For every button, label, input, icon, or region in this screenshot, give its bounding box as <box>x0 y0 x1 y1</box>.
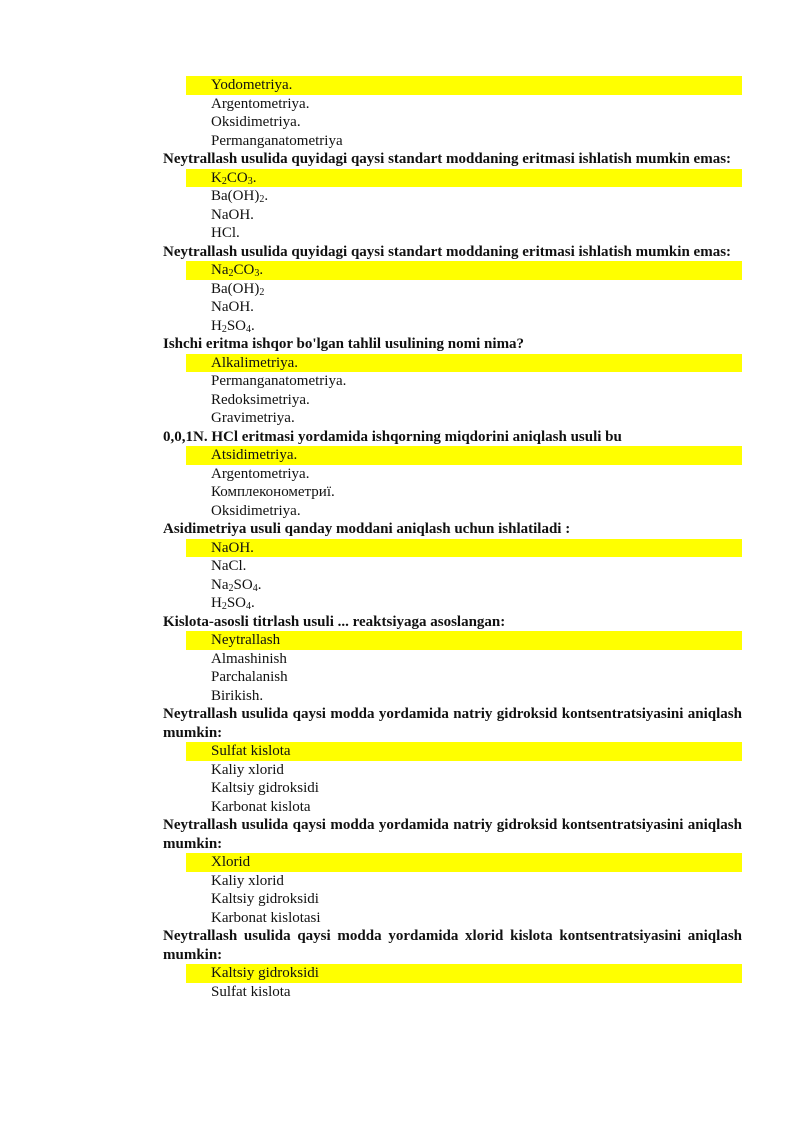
answer-option: $Na_2SO_4$. <box>211 576 262 594</box>
answer-option: Kaltsiy gidroksidi <box>211 780 319 796</box>
answer-option-correct: NaOH. <box>163 539 742 558</box>
answer-option-correct: $Na_2CO_3$. <box>163 261 742 280</box>
answer-option: Argentometriya. <box>211 465 310 482</box>
answer-option: Kaliy xlorid <box>211 872 284 889</box>
answer-option-correct: Alkalimetriya. <box>163 354 742 373</box>
answer-option: Permanganatometriya. <box>211 373 347 389</box>
question-text: Asidimetriya usuli qanday moddani aniqlash uchun ishlatiladi : <box>163 521 571 537</box>
answer-option: NaOH. <box>211 206 254 223</box>
answer-option: Gravimetriya. <box>211 410 295 426</box>
answer-option: Almashinish <box>211 650 287 667</box>
question-block <box>163 335 742 428</box>
question-text: Neytrallash usulida qaysi modda yordamida natriy gidroksid kontsentratsiyasini aniqlash mumkin: <box>163 706 742 741</box>
question-block <box>163 243 742 336</box>
question-text: 0,0,1N. HCl eritmasi yordamida ishqorning miqdorini aniqlash usuli bu <box>163 428 622 445</box>
document-body <box>163 76 742 1001</box>
answer-option: Kaliy xlorid <box>211 761 284 778</box>
answer-option: Parchalanish <box>211 669 288 685</box>
answer-option: Karbonat kislotasi <box>211 909 321 926</box>
question-block <box>163 150 742 243</box>
answer-option: Kaltsiy gidroksidi <box>211 891 319 907</box>
answer-option-correct: $K_2CO_3$. <box>163 169 742 188</box>
answer-option: Oksidimetriya. <box>211 114 301 130</box>
question-block <box>163 76 742 150</box>
answer-option: Oksidimetriya. <box>211 502 301 519</box>
answer-option-correct: Xlorid <box>163 853 742 872</box>
question-text: Neytrallash usulida quyidagi qaysi standart moddaning eritmasi ishlatish mumkin emas: <box>163 243 732 260</box>
question-text: Kislota-asosli titrlash usuli ... reaktsiyaga asoslangan: <box>163 613 506 630</box>
answer-option: Sulfat kislota <box>211 983 291 1000</box>
answer-option: $H_2SO_4$. <box>211 595 255 612</box>
answer-option: HCl. <box>211 225 240 241</box>
answer-option: Комплеконометриї. <box>211 484 335 500</box>
answer-option: $H_2SO_4$. <box>211 317 255 335</box>
answer-option: NaCl. <box>211 558 247 574</box>
question-text: Neytrallash usulida qaysi modda yordamida natriy gidroksid kontsentratsiyasini aniqlash mumkin: <box>163 817 742 852</box>
answer-option-correct: Sulfat kislota <box>163 742 742 761</box>
question-block <box>163 613 742 706</box>
answer-option: Argentometriya. <box>211 95 310 112</box>
answer-option: NaOH. <box>211 299 254 315</box>
answer-option-correct: Kaltsiy gidroksidi <box>163 964 742 983</box>
answer-option: Redoksimetriya. <box>211 391 310 408</box>
question-text: Ishchi eritma ishqor bo'lgan tahlil usulining nomi nima? <box>163 336 525 352</box>
question-block <box>163 428 742 521</box>
question-block <box>163 816 742 927</box>
answer-option-correct: Atsidimetriya. <box>163 446 742 465</box>
answer-option-correct: Neytrallash <box>163 631 742 650</box>
answer-option: $Ba(OH)_2$. <box>211 188 269 205</box>
question-block <box>163 705 742 816</box>
question-text: Neytrallash usulida quyidagi qaysi standart moddaning eritmasi ishlatish mumkin emas: <box>163 151 732 167</box>
answer-option-correct: Yodometriya. <box>163 76 742 95</box>
answer-option: Permanganatometriya <box>211 132 343 149</box>
answer-option: Karbonat kislota <box>211 798 311 815</box>
question-block <box>163 520 742 613</box>
answer-option: Birikish. <box>211 687 264 704</box>
answer-option: $Ba(OH)_2$ <box>211 280 265 298</box>
question-block <box>163 927 742 1001</box>
question-text: Neytrallash usulida qaysi modda yordamida xlorid kislota kontsentratsiyasini aniqlash mumkin: <box>163 928 742 963</box>
